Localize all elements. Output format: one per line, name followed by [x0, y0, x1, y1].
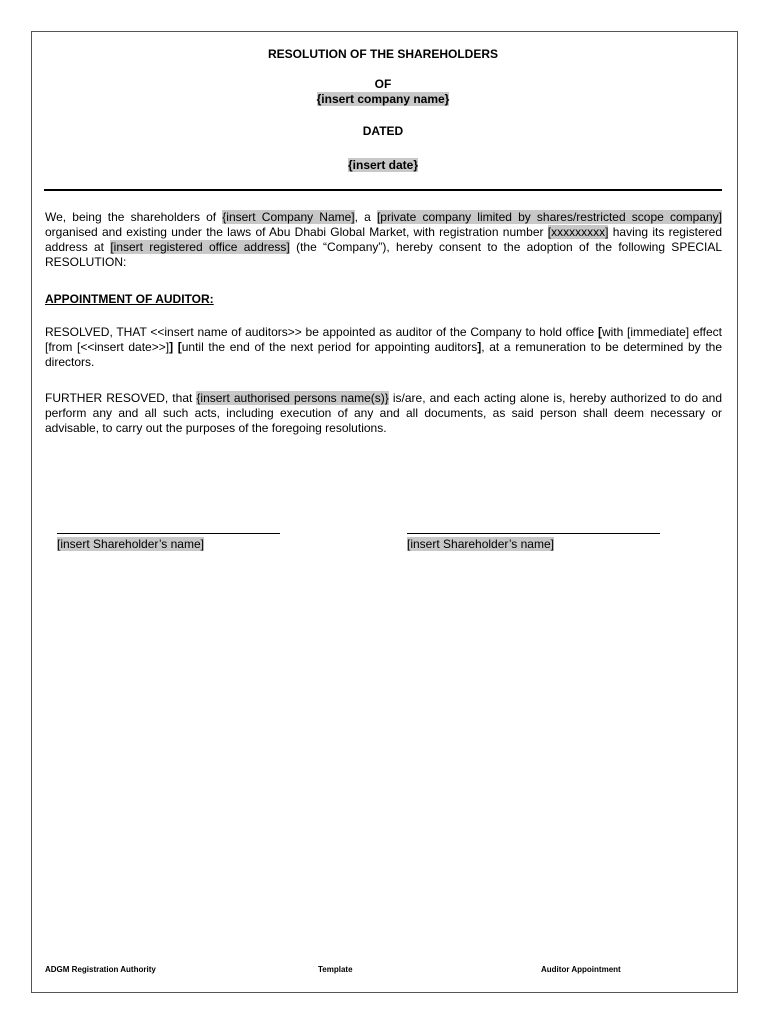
signature-line-1: [57, 533, 280, 534]
intro-text: organised and existing under the laws of Abu Dhabi Global Market, with registration number: [45, 225, 548, 239]
bracket: ]: [477, 340, 482, 354]
footer-left: ADGM Registration Authority: [45, 965, 156, 974]
registration-number-field: [xxxxxxxxx]: [547, 225, 609, 239]
shareholder-name-2: [407, 537, 554, 551]
bracket: [: [177, 340, 182, 354]
intro-text: , a: [354, 210, 377, 224]
company-name-highlight: {insert company name}: [316, 92, 450, 106]
resolved-paragraph: [45, 325, 722, 370]
company-name-placeholder: [44, 92, 722, 106]
intro-text: having its registered address at: [45, 225, 722, 254]
resolved-text: with [immediate] effect [from [<<insert date>>]: [45, 325, 722, 354]
bracket: ]: [169, 340, 174, 354]
date-placeholder: [44, 158, 722, 172]
shareholder-name-1-field: [insert Shareholder’s name]: [57, 537, 204, 551]
document-title: RESOLUTION OF THE SHAREHOLDERS: [267, 47, 498, 61]
dated-label: DATED: [362, 124, 404, 138]
intro-text: We, being the shareholders of: [45, 210, 223, 224]
shareholder-name-2-field: [insert Shareholder’s name]: [407, 537, 554, 551]
section-heading: APPOINTMENT OF AUDITOR:: [45, 292, 214, 306]
intro-text: (the “Company”), hereby consent to the adoption of the following SPECIAL RESOLUTION:: [45, 240, 722, 269]
further-resolved-paragraph: [45, 391, 722, 436]
page-border: [31, 31, 738, 993]
bracket: [: [597, 325, 602, 339]
resolved-text: RESOLVED, THAT <<insert name of auditors>> be appointed as auditor of the Company to hold office: [45, 325, 598, 339]
footer-center: Template: [318, 965, 353, 974]
footer-right: Auditor Appointment: [541, 965, 621, 974]
resolved-text: until the end of the next period for appointing auditors: [181, 340, 478, 354]
date-highlight: {insert date}: [347, 158, 419, 172]
authorised-persons-field: {insert authorised persons name(s)}: [196, 391, 389, 405]
company-type-field: [private company limited by shares/restricted scope company]: [376, 210, 722, 224]
resolved-text: , at a remuneration to be determined by the directors.: [45, 340, 723, 369]
shareholder-name-1: [57, 537, 204, 551]
of-label: OF: [374, 77, 392, 91]
intro-paragraph: [45, 210, 722, 270]
further-text: FURTHER RESOVED, that: [45, 391, 197, 405]
further-text: is/are, and each acting alone is, hereby authorized to do and perform any and all such acts, including execution of any and all documents, as said person shall deem necessary or advisable, to carry out the purposes of the foregoing resolutions.: [45, 391, 722, 435]
registered-address-field: [insert registered office address]: [110, 240, 290, 254]
header-divider: [44, 189, 722, 191]
company-name-field: {insert Company Name]: [222, 210, 355, 224]
signature-line-2: [407, 533, 660, 534]
